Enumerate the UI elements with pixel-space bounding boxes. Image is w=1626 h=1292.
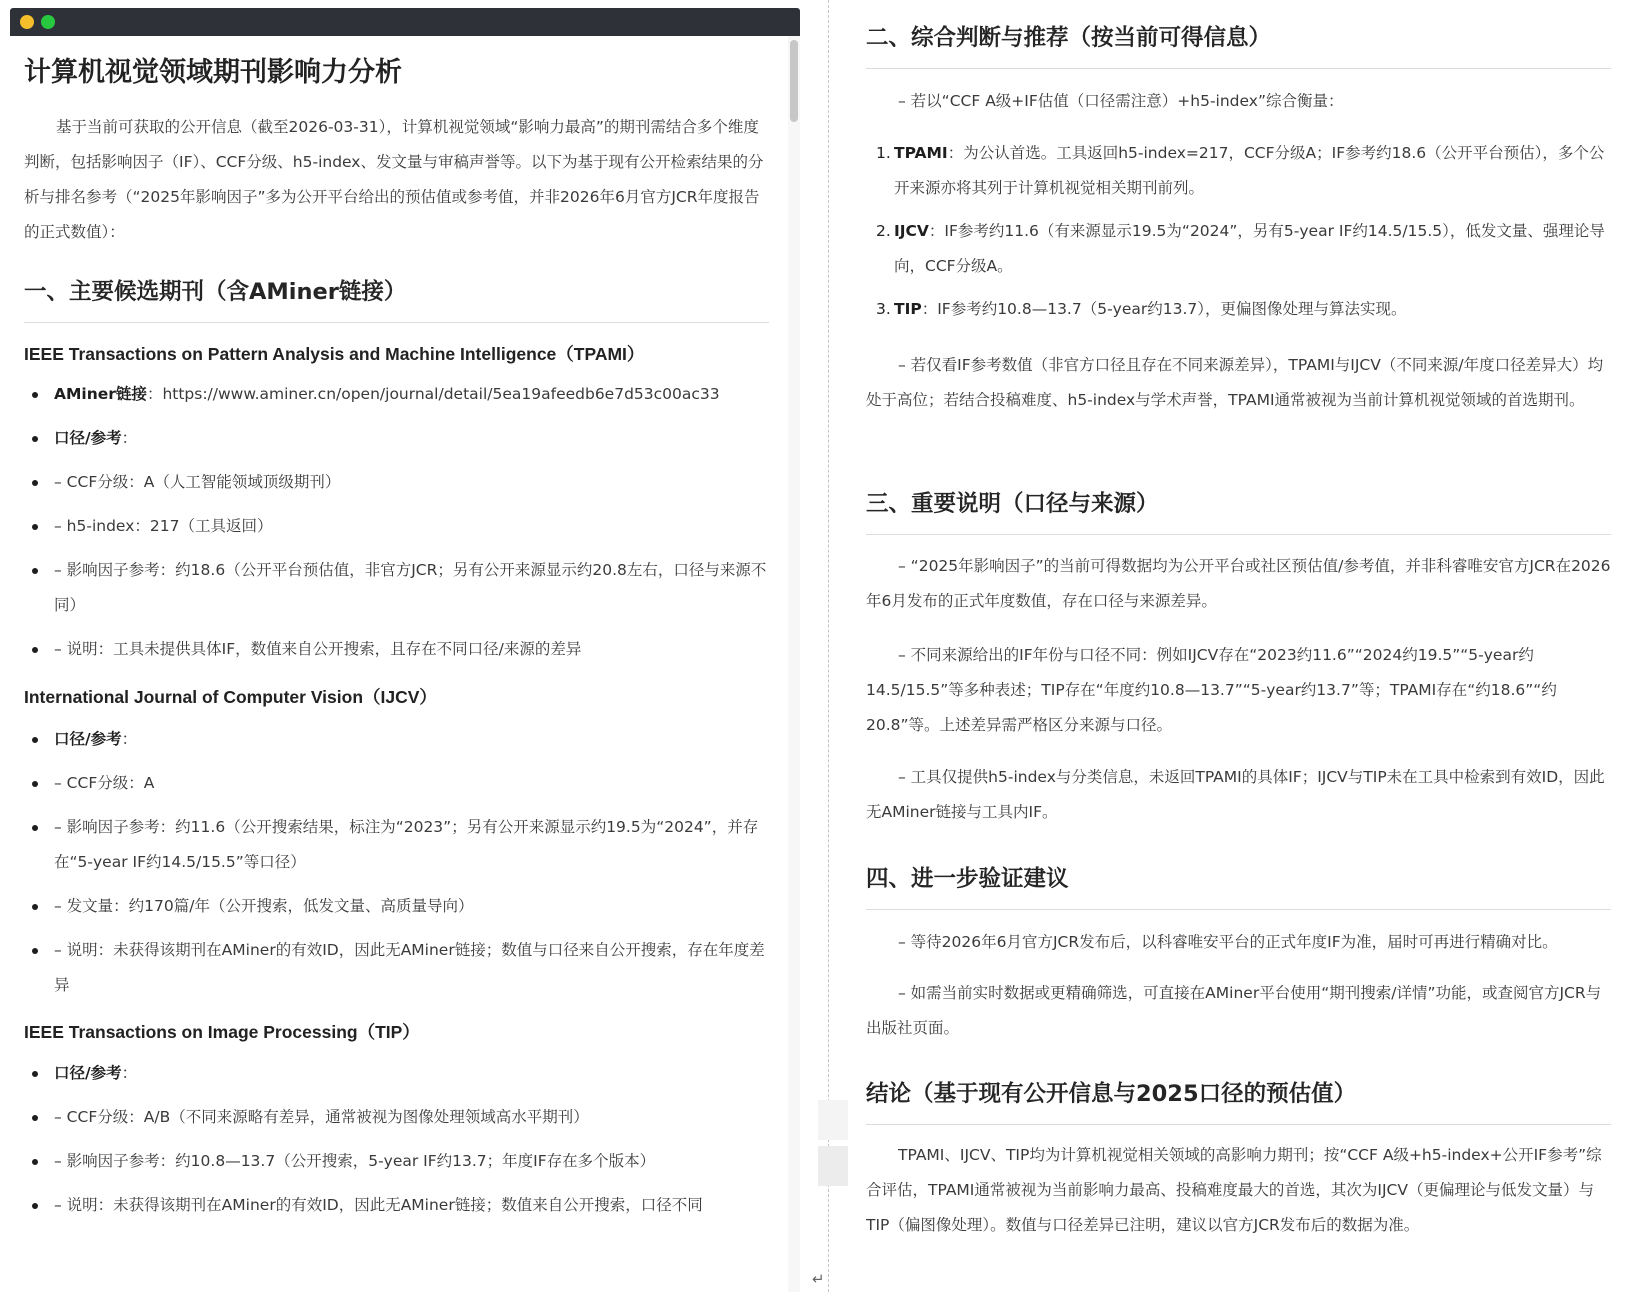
ijcv-list [24,722,769,1003]
journal-name-tpami: IEEE Transactions on Pattern Analysis and Machine Intelligence（TPAMI） [24,344,645,364]
aminer-link[interactable]: ：https://www.aminer.cn/open/journal/detail/5ea19afeedb6e7d53c00ac33 [146,385,720,403]
section4-para-2-block [866,976,1611,1046]
tip-list-block [24,1056,769,1232]
section2-lead: – 若以“CCF A级+IF估值（口径需注意）+h5-index”综合衡量： [898,92,1344,110]
tpami-list [24,377,769,667]
ref-colon: ： [121,730,138,748]
rank-number: 2. [876,222,891,240]
journal-tip [24,1019,769,1044]
page-divider [828,0,829,1292]
right-document-pane [866,0,1611,1292]
ijcv-list-block [24,722,769,1012]
section1-header [24,274,769,323]
rank-text: ：为公认首选。工具返回h5-index=217，CCF分级A；IF参考约18.6（公开平台预估），多个公开来源亦将其列于计算机视觉相关期刊前列。 [894,144,1605,197]
ref-colon: ： [121,429,138,447]
list-item [24,377,769,412]
rank-item [866,136,1611,206]
intro-block [24,110,769,250]
conclusion-block [866,1138,1611,1243]
journal-ijcv [24,684,769,709]
vertical-scrollbar[interactable] [788,36,800,1292]
section3-para-2-block [866,638,1611,743]
list-item: – 说明：未获得该期刊在AMiner的有效ID，因此无AMiner链接；数值来自公开搜索，口径不同 [24,1188,769,1223]
rank-journal: TPAMI [894,144,948,162]
minimize-button[interactable] [20,15,34,29]
list-item: – 影响因子参考：约18.6（公开平台预估值，非官方JCR；另有公开来源显示约20.8左右，口径与来源不同） [24,553,769,623]
rank-journal: TIP [894,300,922,318]
intro-paragraph: 基于当前可获取的公开信息（截至2026-03-31），计算机视觉领域“影响力最高”的期刊需结合多个维度判断，包括影响因子（IF）、CCF分级、h5-index、发文量与审稿声誉等。以下为基于现有公开检索结果的分析与排名参考（“2025年影响因子”多为公开平台给出的预估值或参考值，并非2026年6月官方JCR年度报告的正式数值）： [24,118,764,241]
section2-heading: 二、综合判断与推荐（按当前可得信息） [866,20,1611,69]
list-item: – 影响因子参考：约11.6（公开搜索结果，标注为“2023”；另有公开来源显示约19.5为“2024”，并存在“5-year IF约14.5/15.5”等口径） [24,810,769,880]
window-titlebar [10,8,800,36]
rank-list [866,136,1611,327]
list-item: – CCF分级：A（人工智能领域顶级期刊） [24,465,769,500]
section4-para: – 等待2026年6月官方JCR发布后，以科睿唯安平台的正式年度IF为准，届时可再进行精确对比。 [898,933,1558,951]
return-icon: ↵ [812,1270,825,1288]
conclusion-paragraph: TPAMI、IJCV、TIP均为计算机视觉相关领域的高影响力期刊；按“CCF A级+h5-index+公开IF参考”综合评估，TPAMI通常被视为当前影响力最高、投稿难度最大的首选，其次为IJCV（更偏理论与低发文量）与TIP（偏图像处理）。数值与口径差异已注明，建议以官方JCR发布后的数据为准。 [866,1146,1602,1234]
page-title: 计算机视觉领域期刊影响力分析 [24,57,402,88]
section3-para: – 工具仅提供h5-index与分类信息，未返回TPAMI的具体IF；IJCV与TIP未在工具中检索到有效ID，因此无AMiner链接与工具内IF。 [866,768,1605,821]
maximize-button[interactable] [41,15,55,29]
list-item: – CCF分级：A [24,766,769,801]
list-item: – CCF分级：A/B（不同来源略有差异，通常被视为图像处理领域高水平期刊） [24,1100,769,1135]
section2-note-block [866,348,1611,418]
section3-header [866,486,1611,535]
section4-para: – 如需当前实时数据或更精确筛选，可直接在AMiner平台使用“期刊搜索/详情”功能，或查阅官方JCR与出版社页面。 [866,984,1602,1037]
section3-para-3-block [866,760,1611,830]
section4-header [866,861,1611,910]
list-item: – h5-index：217（工具返回） [24,509,769,544]
list-item: – 说明：工具未提供具体IF，数值来自公开搜索，且存在不同口径/来源的差异 [24,632,769,667]
section3-para: – “2025年影响因子”的当前可得数据均为公开平台或社区预估值/参考值，并非科睿唯安官方JCR在2026年6月发布的正式年度数值，存在口径与来源差异。 [866,557,1611,610]
section4-heading: 四、进一步验证建议 [866,861,1611,910]
rank-number: 1. [876,144,891,162]
ref-colon: ： [121,1064,138,1082]
tpami-list-block [24,377,769,676]
placeholder-block [818,1100,848,1140]
rank-item [866,292,1611,327]
rank-list-block [866,136,1611,335]
left-document-pane [10,36,790,1292]
list-item [24,722,769,757]
section3-heading: 三、重要说明（口径与来源） [866,486,1611,535]
section4-para-1-block [866,925,1611,960]
list-item: – 发文量：约170篇/年（公开搜索，低发文量、高质量导向） [24,889,769,924]
rank-item [866,214,1611,284]
journal-name-tip: IEEE Transactions on Image Processing（TIP） [24,1022,420,1042]
ref-label: 口径/参考 [54,429,122,447]
conclusion-header [866,1076,1611,1125]
section3-para: – 不同来源给出的IF年份与口径不同：例如IJCV存在“2023约11.6”“2024约19.5”“5-year约14.5/15.5”等多种表述；TIP存在“年度约10.8—13.7”“5-year约13.7”等；TPAMI存在“约18.6”“约20.8”等。上述差异需严格区分来源与口径。 [866,646,1557,734]
list-item: – 影响因子参考：约10.8—13.7（公开搜索，5-year IF约13.7；年度IF存在多个版本） [24,1144,769,1179]
placeholder-block [818,1146,848,1186]
aminer-link-label: AMiner链接 [54,385,147,403]
section2-lead-block [866,84,1611,119]
tip-list [24,1056,769,1223]
list-item [24,421,769,456]
ref-label: 口径/参考 [54,730,122,748]
journal-name-ijcv: International Journal of Computer Vision（IJCV） [24,687,437,707]
section1-heading: 一、主要候选期刊（含AMiner链接） [24,274,769,323]
conclusion-heading: 结论（基于现有公开信息与2025口径的预估值） [866,1076,1611,1125]
rank-text: ：IF参考约11.6（有来源显示19.5为“2024”，另有5-year IF约14.5/15.5），低发文量、强理论导向，CCF分级A。 [894,222,1605,275]
list-item [24,1056,769,1091]
rank-journal: IJCV [894,222,929,240]
ref-label: 口径/参考 [54,1064,122,1082]
list-item: – 说明：未获得该期刊在AMiner的有效ID，因此无AMiner链接；数值与口径来自公开搜索，存在年度差异 [24,933,769,1003]
rank-number: 3. [876,300,891,318]
section3-para-1-block [866,549,1611,619]
rank-text: ：IF参考约10.8—13.7（5-year约13.7），更偏图像处理与算法实现。 [921,300,1407,318]
journal-tpami [24,341,769,366]
section2-note: – 若仅看IF参考数值（非官方口径且存在不同来源差异），TPAMI与IJCV（不同来源/年度口径差异大）均处于高位；若结合投稿难度、h5-index与学术声誉，TPAMI通常被视为当前计算机视觉领域的首选期刊。 [866,356,1604,409]
section2-header [866,20,1611,69]
scrollbar-thumb[interactable] [790,40,798,122]
